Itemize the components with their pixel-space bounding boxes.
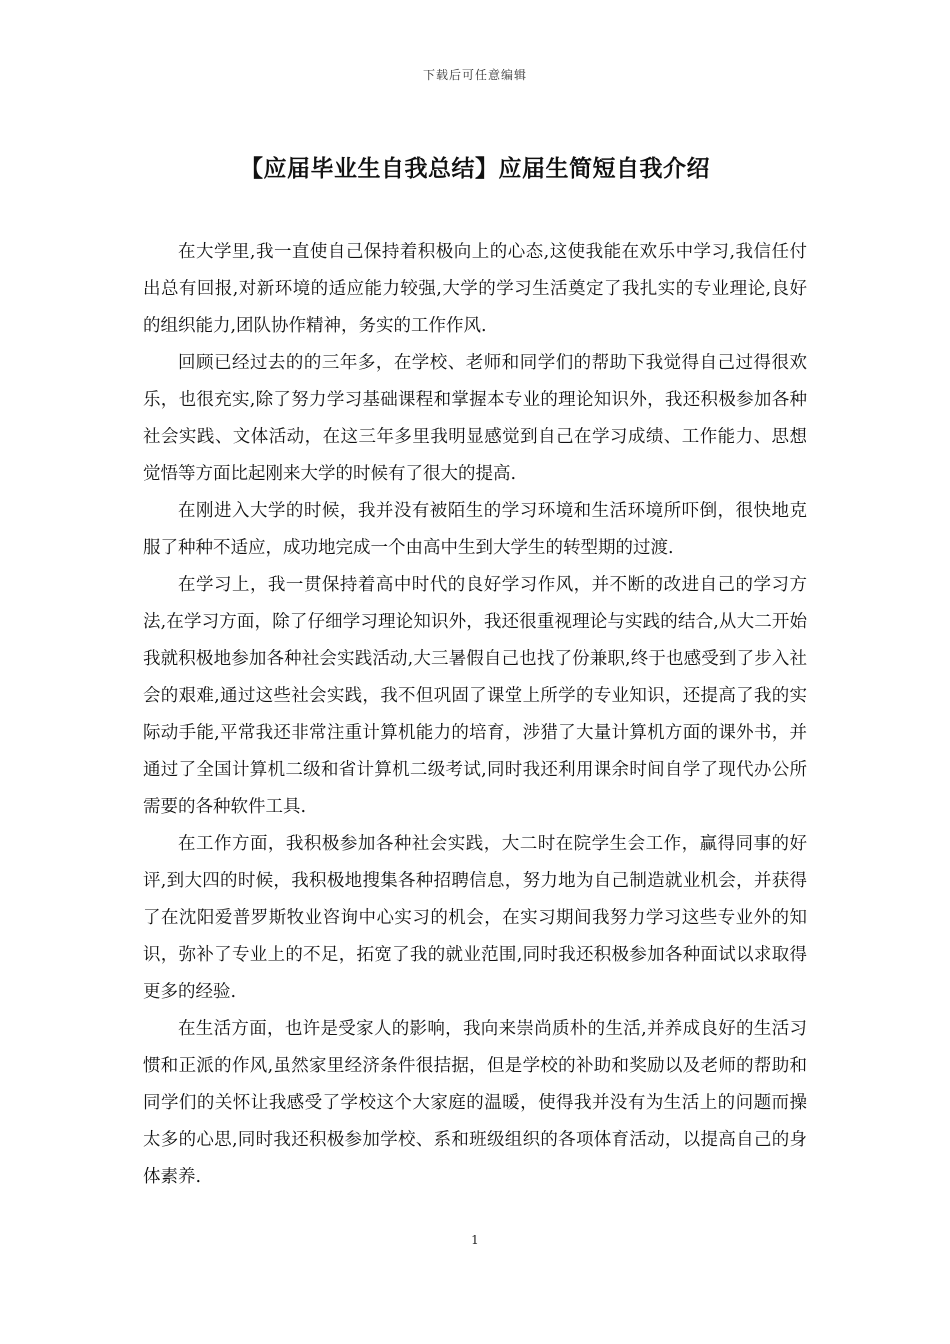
paragraph-5: 在工作方面，我积极参加各种社会实践，大二时在院学生会工作，赢得同事的好评,到大四的时候，我积极地搜集各种招聘信息，努力地为自己制造就业机会，并获得了在沈阳爱普罗斯牧业咨询中心实习的机会，在实习期间我努力学习这些专业外的知识，弥补了专业上的不足，拓宽了我的就业范围,同时我还积极参加各种面试以求取得更多的经验. <box>143 834 807 1002</box>
page-number: 1 <box>471 1233 479 1247</box>
header-note: 下载后可任意编辑 <box>422 68 527 82</box>
document-title: 【应届毕业生自我总结】应届生简短自我介绍 <box>240 155 710 182</box>
paragraph-6: 在生活方面，也许是受家人的影响，我向来崇尚质朴的生活,并养成良好的生活习惯和正派的作风,虽然家里经济条件很拮据，但是学校的补助和奖励以及老师的帮助和同学们的关怀让我感受了学校这个大家庭的温暖，使得我并没有为生活上的问题而操太多的心思,同时我还积极参加学校、系和班级组织的各项体育活动，以提高自己的身体素养. <box>143 1019 807 1187</box>
paragraph-4: 在学习上，我一贯保持着高中时代的良好学习作风，并不断的改进自己的学习方法,在学习方面，除了仔细学习理论知识外，我还很重视理论与实践的结合,从大二开始我就积极地参加各种社会实践活动,大三暑假自己也找了份兼职,终于也感受到了步入社会的艰难,通过这些社会实践，我不但巩固了课堂上所学的专业知识，还提高了我的实际动手能,平常我还非常注重计算机能力的培育，涉猎了大量计算机方面的课外书，并通过了全国计算机二级和省计算机二级考试,同时我还利用课余时间自学了现代办公所需要的各种软件工具. <box>143 575 807 817</box>
paragraph-3: 在刚进入大学的时候，我并没有被陌生的学习环境和生活环境所吓倒，很快地克服了种种不适应，成功地完成一个由高中生到大学生的转型期的过渡. <box>143 501 807 558</box>
document-body <box>143 234 807 1196</box>
paragraph-1: 在大学里,我一直使自己保持着积极向上的心态,这使我能在欢乐中学习,我信任付出总有回报,对新环境的适应能力较强,大学的学习生活奠定了我扎实的专业理论,良好的组织能力,团队协作精神，务实的工作作风. <box>143 242 807 336</box>
paragraph-2: 回顾已经过去的的三年多，在学校、老师和同学们的帮助下我觉得自己过得很欢乐，也很充实,除了努力学习基础课程和掌握本专业的理论知识外，我还积极参加各种社会实践、文体活动，在这三年多里我明显感觉到自己在学习成绩、工作能力、思想觉悟等方面比起刚来大学的时候有了很大的提高. <box>143 353 807 484</box>
